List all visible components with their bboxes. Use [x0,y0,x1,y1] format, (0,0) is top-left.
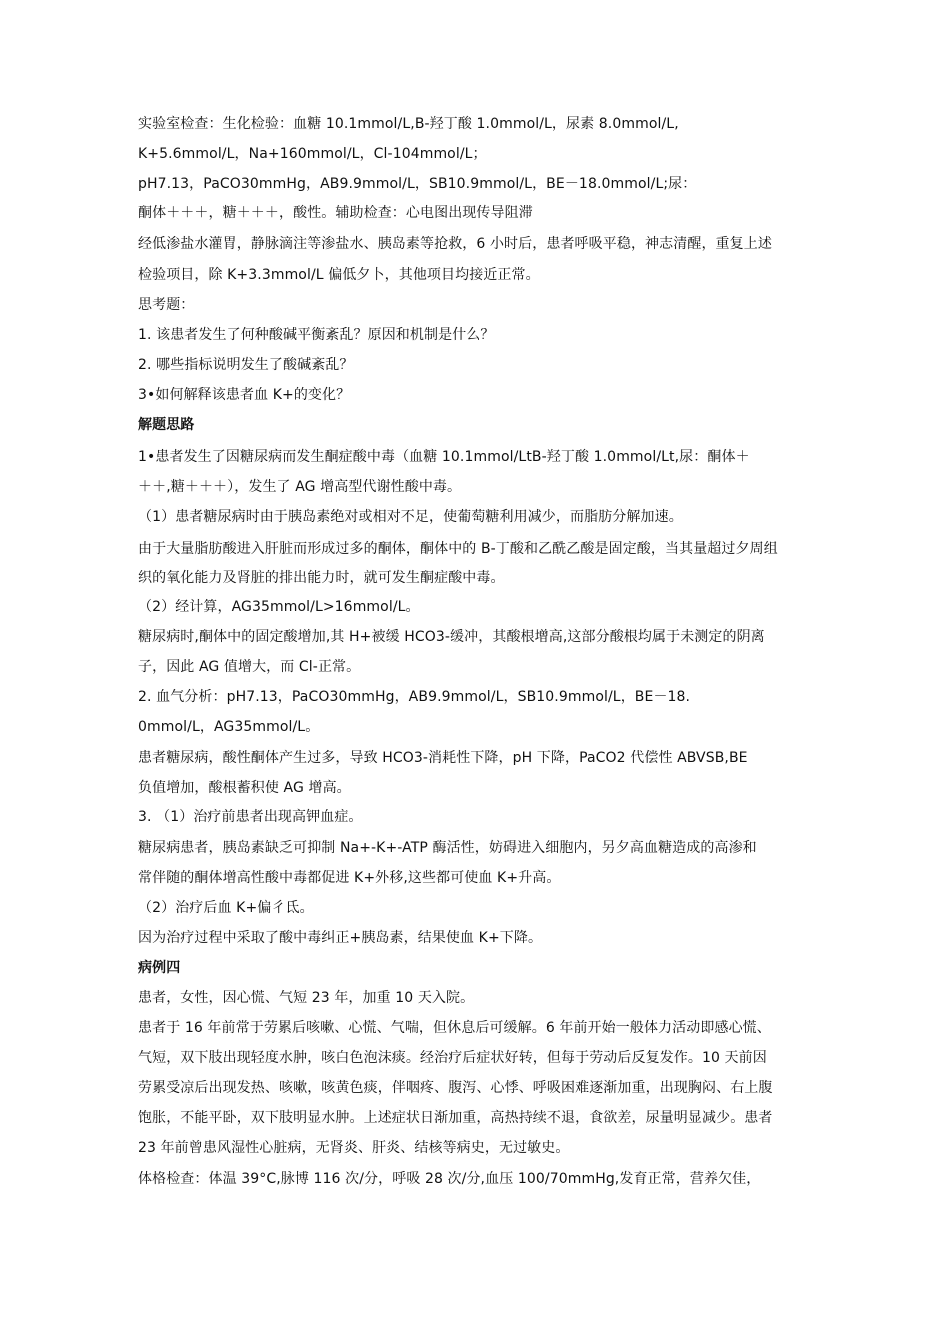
text-line: 糖尿病时,酮体中的固定酸增加,其 H+被缓 HCO3-缓冲，其酸根增高,这部分酸根均属于未测定的阴离 [138,629,765,645]
text-line: 实验室检查：生化检验：血糖 10.1mmol/L,B-羟丁酸 1.0mmol/L，尿素 8.0mmol/L, [138,116,679,132]
question-2: 2. 哪些指标说明发生了酸碱紊乱？ [138,357,354,373]
question-3: 3•如何解释该患者血 K+的变化？ [138,387,351,403]
text-line: 检验项目，除 K+3.3mmol/L 偏低夕卜，其他项目均接近正常。 [138,267,540,283]
text-line: 患者糖尿病，酸性酮体产生过多，导致 HCO3-消耗性下降，pH 下降，PaCO2 代偿性 ABVSB,BE [138,750,748,766]
text-line: 因为治疗过程中采取了酸中毒纠正+胰岛素，结果使血 K+下降。 [138,930,543,946]
text-line: 子，因此 AG 值增大，而 Cl-正常。 [138,659,361,675]
text-line: K+5.6mmol/L，Na+160mmol/L，Cl-104mmol/L； [138,146,487,162]
text-line: ＋＋,糖＋＋＋），发生了 AG 增高型代谢性酸中毒。 [138,479,462,495]
text-line: （2）治疗后血 K+偏彳氐。 [138,900,314,916]
text-line: 饱胀，不能平卧，双下肢明显水肿。上述症状日渐加重，高热持续不退，食欲差，尿量明显减少。患者 [138,1110,773,1126]
text-line: pH7.13，PaCO30mmHg，AB9.9mmol/L，SB10.9mmol/L，BE－18.0mmol/L;尿： [138,176,697,192]
text-line: 3. （1）治疗前患者出现高钾血症。 [138,809,363,825]
text-line: 气短，双下肢出现轻度水肿，咳白色泡沫痰。经治疗后症状好转，但每于劳动后反复发作。10 天前因 [138,1050,767,1066]
text-line: （1）患者糖尿病时由于胰岛素绝对或相对不足，使葡萄糖利用减少，而脂肪分解加速。 [138,509,683,525]
text-line: 体格检查：体温 39°C,脉博 116 次/分，呼吸 28 次/分,血压 100/70mmHg,发育正常，营养欠佳， [138,1171,761,1187]
text-line: 患者于 16 年前常于劳累后咳嗽、心慌、气喘，但休息后可缓解。6 年前开始一般体力活动即感心慌、 [138,1020,771,1036]
text-line: 劳累受凉后出现发热、咳嗽，咳黄色痰，伴咽疼、腹泻、心悸、呼吸困难逐渐加重，出现胸闷、右上腹 [138,1080,773,1096]
section-heading: 解题思路 [138,417,195,433]
text-line: 患者，女性，因心慌、气短 23 年，加重 10 天入院。 [138,990,475,1006]
question-1: 1. 该患者发生了何种酸碱平衡紊乱？原因和机制是什么？ [138,327,495,343]
section-heading: 病例四 [138,960,181,976]
text-line: 经低渗盐水灌胃，静脉滴注等渗盐水、胰岛素等抢救，6 小时后，患者呼吸平稳，神志清醒，重复上述 [138,236,772,252]
text-line: 思考题： [138,297,195,313]
text-line: 2. 血气分析：pH7.13，PaCO30mmHg，AB9.9mmol/L，SB10.9mmol/L，BE－18. [138,689,691,705]
text-line: （2）经计算，AG35mmol/L>16mmol/L。 [138,599,420,615]
text-line: 23 年前曾患风湿性心脏病，无肾炎、肝炎、结核等病史，无过敏史。 [138,1140,570,1156]
text-line: 1•患者发生了因糖尿病而发生酮症酸中毒（血糖 10.1mmol/LtB-羟丁酸 1.0mmol/Lt,尿：酮体＋ [138,449,750,465]
text-line: 负值增加，酸根蓄积使 AG 增高。 [138,780,351,796]
text-line: 0mmol/L，AG35mmol/L。 [138,719,320,735]
text-line: 常伴随的酮体增高性酸中毒都促进 K+外移,这些都可使血 K+升高。 [138,870,561,886]
text-line: 织的氧化能力及肾脏的排出能力时，就可发生酮症酸中毒。 [138,570,505,586]
text-line: 酮体＋＋＋，糖＋＋＋，酸性。辅助检查：心电图出现传导阻滞 [138,205,533,221]
text-line: 由于大量脂肪酸进入肝脏而形成过多的酮体，酮体中的 B-丁酸和乙酰乙酸是固定酸，当其量超过夕周组 [138,541,778,557]
text-line: 糖尿病患者，胰岛素缺乏可抑制 Na+-K+-ATP 酶活性，妨碍进入细胞内，另夕高血糖造成的高渗和 [138,840,757,856]
